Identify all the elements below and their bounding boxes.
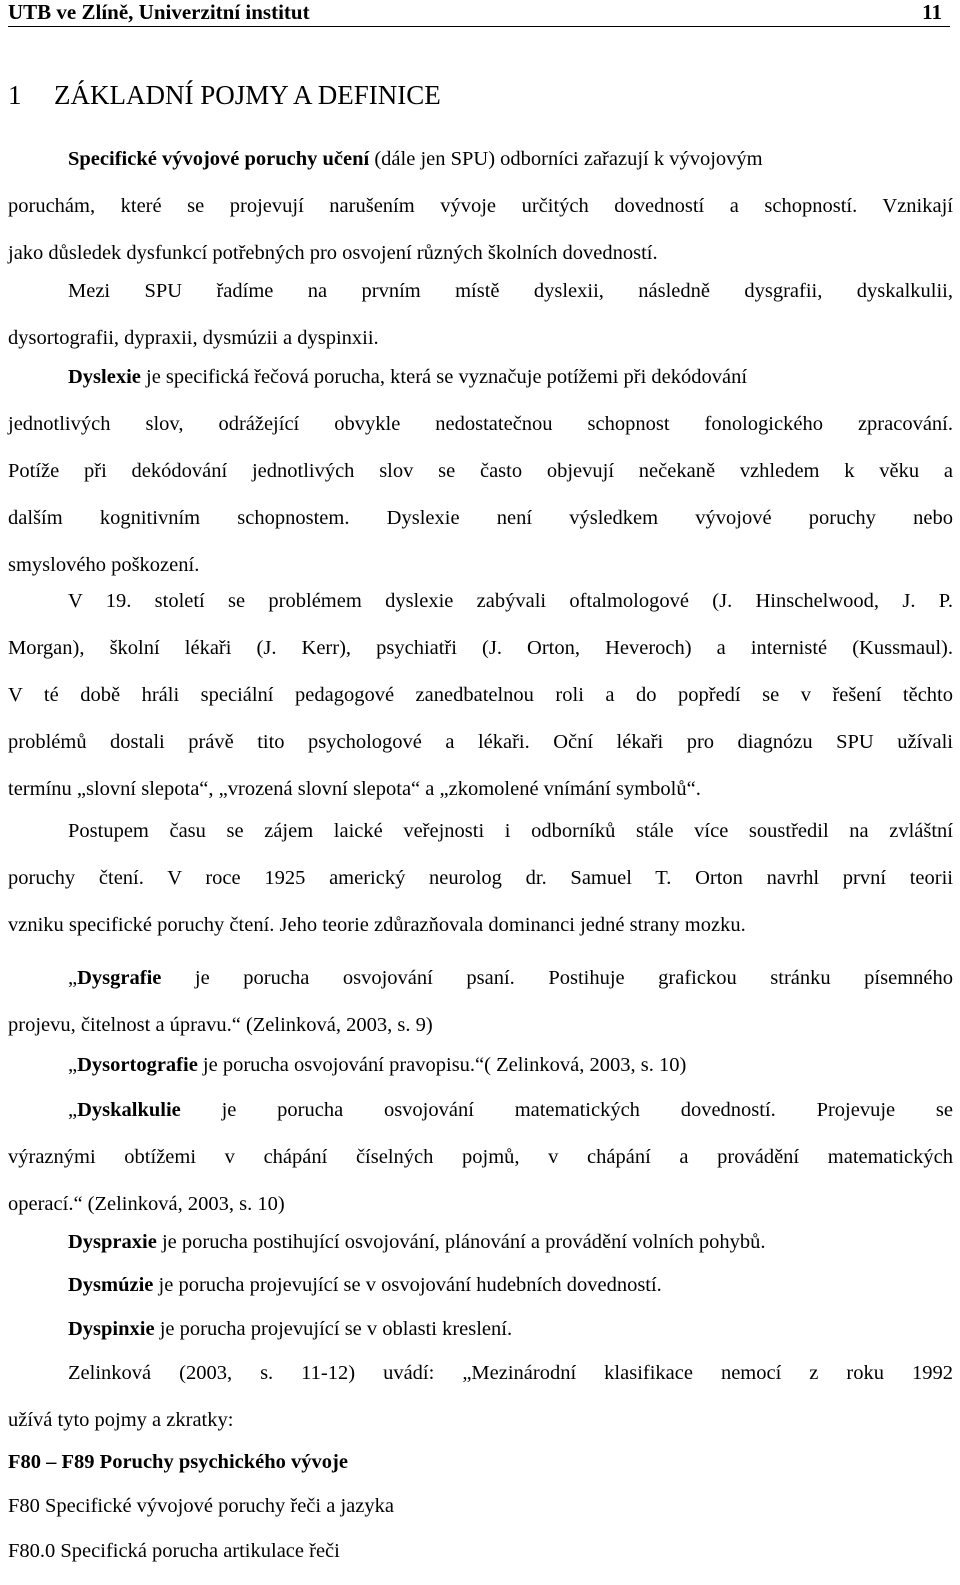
text-line: problémů dostali právě tito psychologové a lékaři. Oční lékaři pro diagnózu SPU užívali — [8, 731, 953, 753]
term-dysortografie: Dysortografie — [77, 1054, 198, 1076]
classification-item: F80.0 Specifická porucha artikulace řeči — [8, 1540, 340, 1562]
text-line — [8, 1087, 953, 1134]
chapter-heading — [8, 80, 441, 111]
text-line: vzniku specifické poruchy čtení. Jeho teorie zdůrazňovala dominanci jedné strany mozku. — [8, 914, 746, 936]
text-line: poruchy čtení. V roce 1925 americký neurolog dr. Samuel T. Orton navrhl první teorii — [8, 867, 953, 889]
text-span: je porucha projevující se v osvojování hudebních dovedností. — [153, 1274, 662, 1296]
quote-mark: „ — [68, 1054, 78, 1076]
classification-item: F80 Specifické vývojové poruchy řeči a jazyka — [8, 1495, 394, 1517]
text-span: (dále jen SPU) odborníci zařazují k vývojovým — [369, 148, 763, 170]
term-dyskalkulie: Dyskalkulie — [77, 1099, 181, 1121]
text-line: dalším kognitivním schopnostem. Dyslexie není výsledkem vývojové poruchy nebo — [8, 507, 953, 529]
text-line: Zelinková (2003, s. 11-12) uvádí: „Mezinárodní klasifikace nemocí z roku 1992 — [68, 1362, 953, 1384]
text-line: jako důsledek dysfunkcí potřebných pro osvojení různých školních dovedností. — [8, 242, 658, 264]
paragraph-dyspraxie — [68, 1219, 765, 1266]
text-line — [8, 955, 953, 1002]
term-dyspinxie: Dyspinxie — [68, 1318, 155, 1340]
text-line: V 19. století se problémem dyslexie zabývali oftalmologové (J. Hinschelwood, J. P. — [68, 590, 953, 612]
page-header — [8, 0, 950, 27]
text-span: je porucha osvojování matematických dovedností. Projevuje se — [180, 1099, 953, 1121]
chapter-number: 1 — [8, 80, 22, 110]
text-line: dysortografii, dypraxii, dysmúzii a dyspinxii. — [8, 327, 379, 349]
paragraph-history — [8, 578, 953, 813]
paragraph-dysgrafie — [8, 955, 953, 1049]
quote-mark: „ — [68, 967, 78, 989]
text-span: je porucha osvojování pravopisu.“( Zelinková, 2003, s. 10) — [197, 1054, 687, 1076]
term-dysmuzie: Dysmúzie — [68, 1274, 154, 1296]
text-line: výraznými obtížemi v chápání číselných pojmů, v chápání a provádění matematických — [8, 1146, 953, 1168]
classification-heading — [8, 1439, 348, 1486]
classification-heading-text: F80 – F89 Poruchy psychického vývoje — [8, 1451, 348, 1473]
term-dyspraxie: Dyspraxie — [68, 1231, 157, 1253]
paragraph-dyslexie — [8, 354, 953, 589]
text-span: je porucha osvojování psaní. Postihuje grafickou stránku písemného — [161, 967, 953, 989]
text-line: Morgan), školní lékaři (J. Kerr), psychiatři (J. Orton, Heveroch) a internisté (Kussmaul). — [8, 637, 953, 659]
term-dyslexie: Dyslexie — [68, 366, 141, 388]
paragraph-orton — [8, 808, 953, 949]
header-title: UTB ve Zlíně, Univerzitní institut — [8, 0, 310, 24]
text-line: Potíže při dekódování jednotlivých slov se často objevují nečekaně vzhledem k věku a — [8, 460, 953, 482]
quote-mark: „ — [68, 1099, 78, 1121]
text-line: jednotlivých slov, odrážející obvykle nedostatečnou schopnost fonologického zpracování. — [8, 413, 953, 435]
paragraph-dysortografie — [68, 1042, 686, 1089]
paragraph-spu-definition — [8, 136, 953, 277]
text-line — [8, 354, 953, 401]
paragraph-dyskalkulie — [8, 1087, 953, 1228]
paragraph-classification-intro — [8, 1350, 953, 1444]
text-line: projevu, čitelnost a úpravu.“ (Zelinková, 2003, s. 9) — [8, 1014, 433, 1036]
paragraph-dyspinxie — [68, 1306, 512, 1353]
page-number: 11 — [922, 0, 942, 24]
text-line — [8, 136, 953, 183]
text-line: Mezi SPU řadíme na prvním místě dyslexii, následně dysgrafii, dyskalkulii, — [68, 280, 953, 302]
text-line: operací.“ (Zelinková, 2003, s. 10) — [8, 1193, 285, 1215]
paragraph-spu-list — [8, 268, 953, 362]
chapter-title: ZÁKLADNÍ POJMY A DEFINICE — [54, 80, 441, 110]
term-spu: Specifické vývojové poruchy učení — [68, 148, 370, 170]
text-line: V té době hráli speciální pedagogové zanedbatelnou roli a do popředí se v řešení těchto — [8, 684, 953, 706]
paragraph-dysmuzie — [68, 1262, 662, 1309]
text-line: užívá tyto pojmy a zkratky: — [8, 1409, 234, 1431]
text-line: Postupem času se zájem laické veřejnosti i odborníků stále více soustředil na zvláštní — [68, 820, 953, 842]
text-span: je porucha postihující osvojování, plánování a provádění volních pohybů. — [156, 1231, 766, 1253]
text-line: smyslového poškození. — [8, 554, 200, 576]
text-span: je specifická řečová porucha, která se vyznačuje potížemi při dekódování — [140, 366, 748, 388]
term-dysgrafie: Dysgrafie — [77, 967, 162, 989]
text-line: termínu „slovní slepota“, „vrozená slovní slepota“ a „zkomolené vnímání symbolů“. — [8, 778, 701, 800]
text-line: poruchám, které se projevují narušením vývoje určitých dovedností a schopností. Vznikají — [8, 195, 953, 217]
text-span: je porucha projevující se v oblasti kreslení. — [154, 1318, 513, 1340]
